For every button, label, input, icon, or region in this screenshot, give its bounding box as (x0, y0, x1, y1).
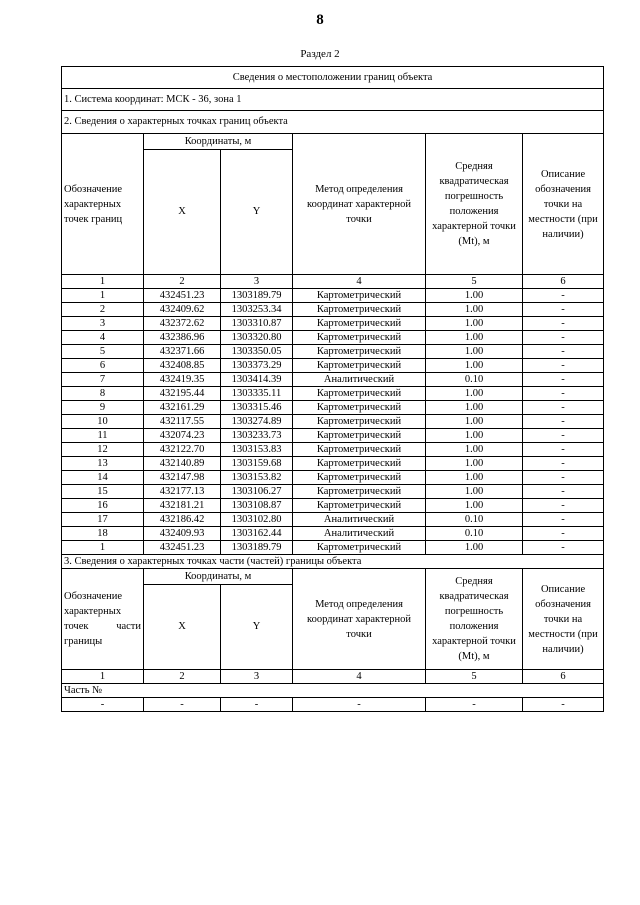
point-row (62, 457, 604, 471)
method: Картометрический (293, 359, 426, 373)
coord-x: 432451.23 (144, 289, 221, 303)
method: Картометрический (293, 387, 426, 401)
colnum: 3 (221, 275, 293, 289)
coord-x: 432186.42 (144, 513, 221, 527)
accuracy: 1.00 (426, 401, 523, 415)
point-number: 10 (62, 415, 144, 429)
point-number: 6 (62, 359, 144, 373)
coord-y: 1303274.89 (221, 415, 293, 429)
header-point-designation: Обозначение характерных точек границ (62, 134, 144, 275)
point-number: 7 (62, 373, 144, 387)
method: Картометрический (293, 317, 426, 331)
coord-x: 432408.85 (144, 359, 221, 373)
method: Картометрический (293, 303, 426, 317)
point-row (62, 387, 604, 401)
accuracy: 1.00 (426, 429, 523, 443)
coord-x: 432195.44 (144, 387, 221, 401)
method: Картометрический (293, 485, 426, 499)
empty-row (62, 698, 604, 712)
point-row (62, 485, 604, 499)
accuracy: 0.10 (426, 513, 523, 527)
accuracy: 1.00 (426, 471, 523, 485)
part3-header-coordinates: Координаты, м (144, 569, 293, 585)
coord-y: 1303102.80 (221, 513, 293, 527)
colnum: 4 (293, 275, 426, 289)
coord-x: 432409.93 (144, 527, 221, 541)
point-number: 5 (62, 345, 144, 359)
section-title: Раздел 2 (300, 48, 340, 60)
header-coordinates: Координаты, м (144, 134, 293, 150)
colnum: 2 (144, 670, 221, 684)
colnum: 5 (426, 670, 523, 684)
coord-y: 1303335.11 (221, 387, 293, 401)
description: - (523, 373, 604, 387)
description: - (523, 331, 604, 345)
point-number: 18 (62, 527, 144, 541)
accuracy: 1.00 (426, 289, 523, 303)
point-row (62, 373, 604, 387)
method: Картометрический (293, 289, 426, 303)
coord-y: 1303373.29 (221, 359, 293, 373)
point-row (62, 527, 604, 541)
coord-y: 1303414.39 (221, 373, 293, 387)
coord-y: 1303253.34 (221, 303, 293, 317)
coord-y: 1303189.79 (221, 289, 293, 303)
header-method: Метод определения координат характерной точки (293, 134, 426, 275)
description: - (523, 541, 604, 555)
accuracy: 1.00 (426, 415, 523, 429)
accuracy: 1.00 (426, 457, 523, 471)
part3-header-method: Метод определения координат характерной точки (293, 569, 426, 670)
point-row (62, 289, 604, 303)
description: - (523, 359, 604, 373)
coord-y: 1303315.46 (221, 401, 293, 415)
header-description: Описание обозначения точки на местности (при наличии) (523, 134, 604, 275)
coord-y: 1303153.83 (221, 443, 293, 457)
coord-y: 1303310.87 (221, 317, 293, 331)
method: Картометрический (293, 345, 426, 359)
accuracy: 1.00 (426, 317, 523, 331)
coord-x: 432161.29 (144, 401, 221, 415)
coord-y: 1303320.80 (221, 331, 293, 345)
header-accuracy: Средняя квадратическая погрешность положения характерной точки (Mt), м (426, 134, 523, 275)
coord-x: 432409.62 (144, 303, 221, 317)
coord-x: 432181.21 (144, 499, 221, 513)
method: Картометрический (293, 499, 426, 513)
accuracy: 0.10 (426, 527, 523, 541)
part3-title: 3. Сведения о характерных точках части (частей) границы объекта (62, 555, 604, 569)
point-number: 16 (62, 499, 144, 513)
part3-header-point-designation: Обозначение характерных точек части границы (62, 569, 144, 670)
colnum: 1 (62, 670, 144, 684)
description: - (523, 513, 604, 527)
coord-x: 432386.96 (144, 331, 221, 345)
coord-y: 1303159.68 (221, 457, 293, 471)
empty-cell: - (221, 698, 293, 712)
method: Картометрический (293, 457, 426, 471)
coord-y: 1303106.27 (221, 485, 293, 499)
method: Картометрический (293, 429, 426, 443)
point-number: 14 (62, 471, 144, 485)
point-row (62, 303, 604, 317)
colnum: 6 (523, 275, 604, 289)
colnum: 3 (221, 670, 293, 684)
coord-x: 432451.23 (144, 541, 221, 555)
method: Картометрический (293, 331, 426, 345)
point-number: 8 (62, 387, 144, 401)
coord-x: 432074.23 (144, 429, 221, 443)
point-number: 9 (62, 401, 144, 415)
point-number: 15 (62, 485, 144, 499)
coord-y: 1303350.05 (221, 345, 293, 359)
point-row (62, 499, 604, 513)
point-row (62, 317, 604, 331)
coord-x: 432372.62 (144, 317, 221, 331)
point-number: 17 (62, 513, 144, 527)
accuracy: 1.00 (426, 303, 523, 317)
point-number: 2 (62, 303, 144, 317)
column-numbers-row (62, 275, 604, 289)
method: Аналитический (293, 373, 426, 387)
accuracy: 1.00 (426, 387, 523, 401)
coord-x: 432122.70 (144, 443, 221, 457)
method: Картометрический (293, 541, 426, 555)
coord-system: 1. Система координат: МСК - 36, зона 1 (62, 89, 604, 111)
accuracy: 1.00 (426, 485, 523, 499)
description: - (523, 345, 604, 359)
coord-x: 432371.66 (144, 345, 221, 359)
empty-cell: - (144, 698, 221, 712)
accuracy: 1.00 (426, 359, 523, 373)
accuracy: 0.10 (426, 373, 523, 387)
colnum: 1 (62, 275, 144, 289)
boundary-table (61, 66, 604, 712)
point-row (62, 415, 604, 429)
description: - (523, 527, 604, 541)
coord-x: 432117.55 (144, 415, 221, 429)
part-label: Часть № (62, 684, 604, 698)
point-number: 4 (62, 331, 144, 345)
description: - (523, 485, 604, 499)
empty-cell: - (62, 698, 144, 712)
method: Картометрический (293, 443, 426, 457)
part3-column-numbers-row (62, 670, 604, 684)
coord-x: 432140.89 (144, 457, 221, 471)
empty-cell: - (293, 698, 426, 712)
point-number: 1 (62, 541, 144, 555)
colnum: 6 (523, 670, 604, 684)
point-number: 12 (62, 443, 144, 457)
point-row (62, 331, 604, 345)
accuracy: 1.00 (426, 541, 523, 555)
part3-header-y: Y (221, 585, 293, 670)
point-number: 11 (62, 429, 144, 443)
description: - (523, 471, 604, 485)
point-number: 13 (62, 457, 144, 471)
point-row (62, 541, 604, 555)
method: Аналитический (293, 513, 426, 527)
colnum: 4 (293, 670, 426, 684)
method: Картометрический (293, 401, 426, 415)
empty-cell: - (523, 698, 604, 712)
point-row (62, 513, 604, 527)
point-row (62, 359, 604, 373)
accuracy: 1.00 (426, 443, 523, 457)
header-x: X (144, 150, 221, 275)
coord-x: 432147.98 (144, 471, 221, 485)
table-title: Сведения о местоположении границ объекта (62, 67, 604, 89)
point-row (62, 345, 604, 359)
description: - (523, 415, 604, 429)
accuracy: 1.00 (426, 345, 523, 359)
part3-header-accuracy: Средняя квадратическая погрешность положения характерной точки (Mt), м (426, 569, 523, 670)
point-row (62, 401, 604, 415)
header-y: Y (221, 150, 293, 275)
description: - (523, 303, 604, 317)
description: - (523, 443, 604, 457)
empty-cell: - (426, 698, 523, 712)
point-row (62, 443, 604, 457)
point-row (62, 429, 604, 443)
method: Аналитический (293, 527, 426, 541)
coord-y: 1303233.73 (221, 429, 293, 443)
point-number: 3 (62, 317, 144, 331)
point-number: 1 (62, 289, 144, 303)
description: - (523, 317, 604, 331)
coord-y: 1303189.79 (221, 541, 293, 555)
part3-header-x: X (144, 585, 221, 670)
description: - (523, 387, 604, 401)
description: - (523, 289, 604, 303)
method: Картометрический (293, 415, 426, 429)
description: - (523, 429, 604, 443)
part2-title: 2. Сведения о характерных точках границ объекта (62, 111, 604, 134)
colnum: 2 (144, 275, 221, 289)
accuracy: 1.00 (426, 331, 523, 345)
point-row (62, 471, 604, 485)
coord-x: 432177.13 (144, 485, 221, 499)
description: - (523, 499, 604, 513)
method: Картометрический (293, 471, 426, 485)
description: - (523, 457, 604, 471)
page-number: 8 (316, 12, 324, 28)
coord-y: 1303162.44 (221, 527, 293, 541)
part3-header-description: Описание обозначения точки на местности (при наличии) (523, 569, 604, 670)
coord-y: 1303108.87 (221, 499, 293, 513)
coord-y: 1303153.82 (221, 471, 293, 485)
description: - (523, 401, 604, 415)
coord-x: 432419.35 (144, 373, 221, 387)
accuracy: 1.00 (426, 499, 523, 513)
colnum: 5 (426, 275, 523, 289)
